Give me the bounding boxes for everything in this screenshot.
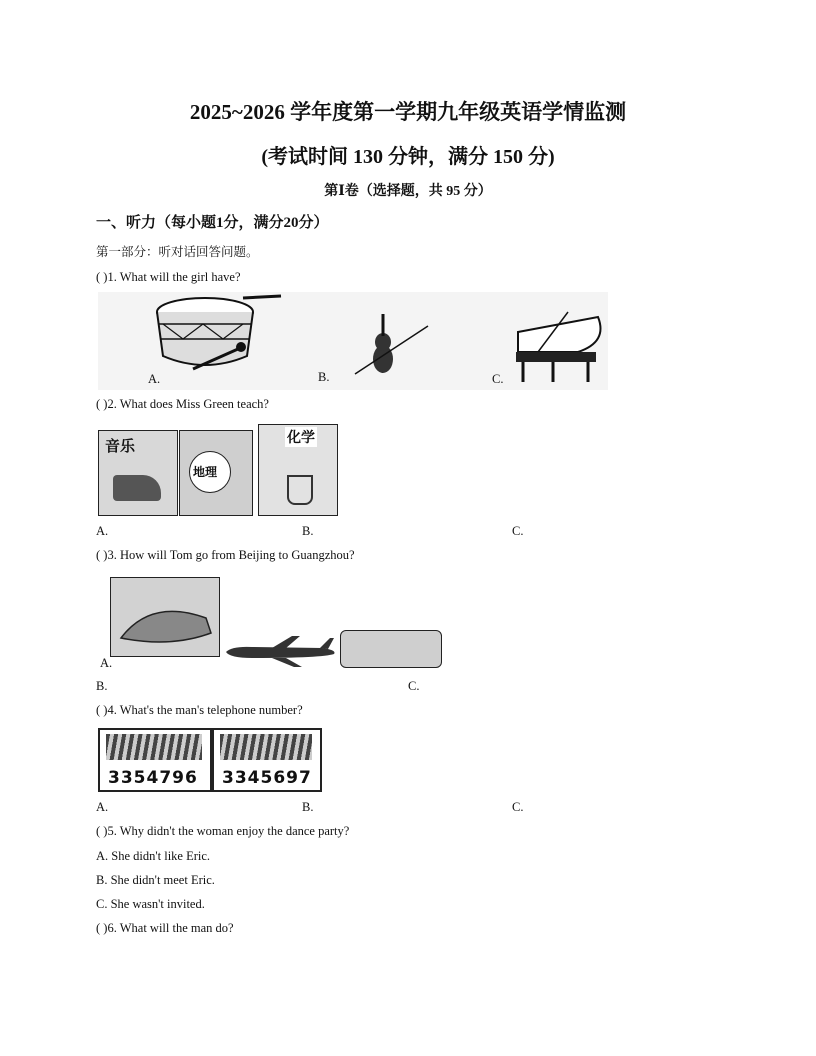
train-image bbox=[110, 577, 220, 657]
q1-picture-strip bbox=[98, 292, 608, 390]
exam-subtitle: (考试时间 130 分钟，满分 150 分) bbox=[261, 146, 555, 168]
question-3: ( )3. How will Tom go from Beijing to Guangzhou? bbox=[96, 548, 355, 562]
q2-option-b: B. bbox=[302, 524, 314, 538]
bus-image bbox=[340, 630, 442, 668]
music-book-image: 音乐 bbox=[98, 430, 178, 516]
q3-option-a: A. bbox=[100, 656, 113, 670]
drum-icon bbox=[153, 294, 303, 384]
airplane-icon bbox=[222, 634, 340, 668]
q4-option-a: A. bbox=[96, 800, 109, 814]
question-6: ( )6. What will the man do? bbox=[96, 921, 234, 935]
question-5: ( )5. Why didn't the woman enjoy the dance party? bbox=[96, 824, 350, 838]
piano-icon bbox=[508, 302, 608, 387]
question-1: ( )1. What will the girl have? bbox=[96, 270, 241, 284]
geography-book-image: 地理 bbox=[179, 430, 253, 516]
phone-number-card-b: 3345697 bbox=[212, 728, 322, 792]
q1-option-a: A. bbox=[148, 372, 161, 386]
q1-option-c: C. bbox=[492, 372, 504, 386]
phone-number-card-a: 3354796 bbox=[98, 728, 212, 792]
q2-option-c: C. bbox=[512, 524, 524, 538]
q4-option-c: C. bbox=[512, 800, 524, 814]
section-heading: 一、听力（每小题1分，满分20分） bbox=[96, 215, 329, 231]
q5-option-b: B. She didn't meet Eric. bbox=[96, 873, 215, 887]
q3-option-c: C. bbox=[408, 679, 420, 693]
section-instruction: 第一部分：听对话回答问题。 bbox=[96, 245, 259, 259]
question-4: ( )4. What's the man's telephone number? bbox=[96, 703, 303, 717]
q1-option-b: B. bbox=[318, 370, 330, 384]
q5-option-a: A. She didn't like Eric. bbox=[96, 849, 211, 863]
question-2: ( )2. What does Miss Green teach? bbox=[96, 397, 269, 411]
violin-icon bbox=[353, 304, 433, 384]
part-title: 第Ⅰ卷（选择题，共 95 分） bbox=[324, 184, 492, 199]
exam-title: 2025~2026 学年度第一学期九年级英语学情监测 bbox=[189, 100, 627, 124]
q2-option-a: A. bbox=[96, 524, 109, 538]
q3-option-b: B. bbox=[96, 679, 108, 693]
q4-option-b: B. bbox=[302, 800, 314, 814]
chemistry-book-image: 化学 bbox=[258, 424, 338, 516]
q5-option-c: C. She wasn't invited. bbox=[96, 897, 205, 911]
